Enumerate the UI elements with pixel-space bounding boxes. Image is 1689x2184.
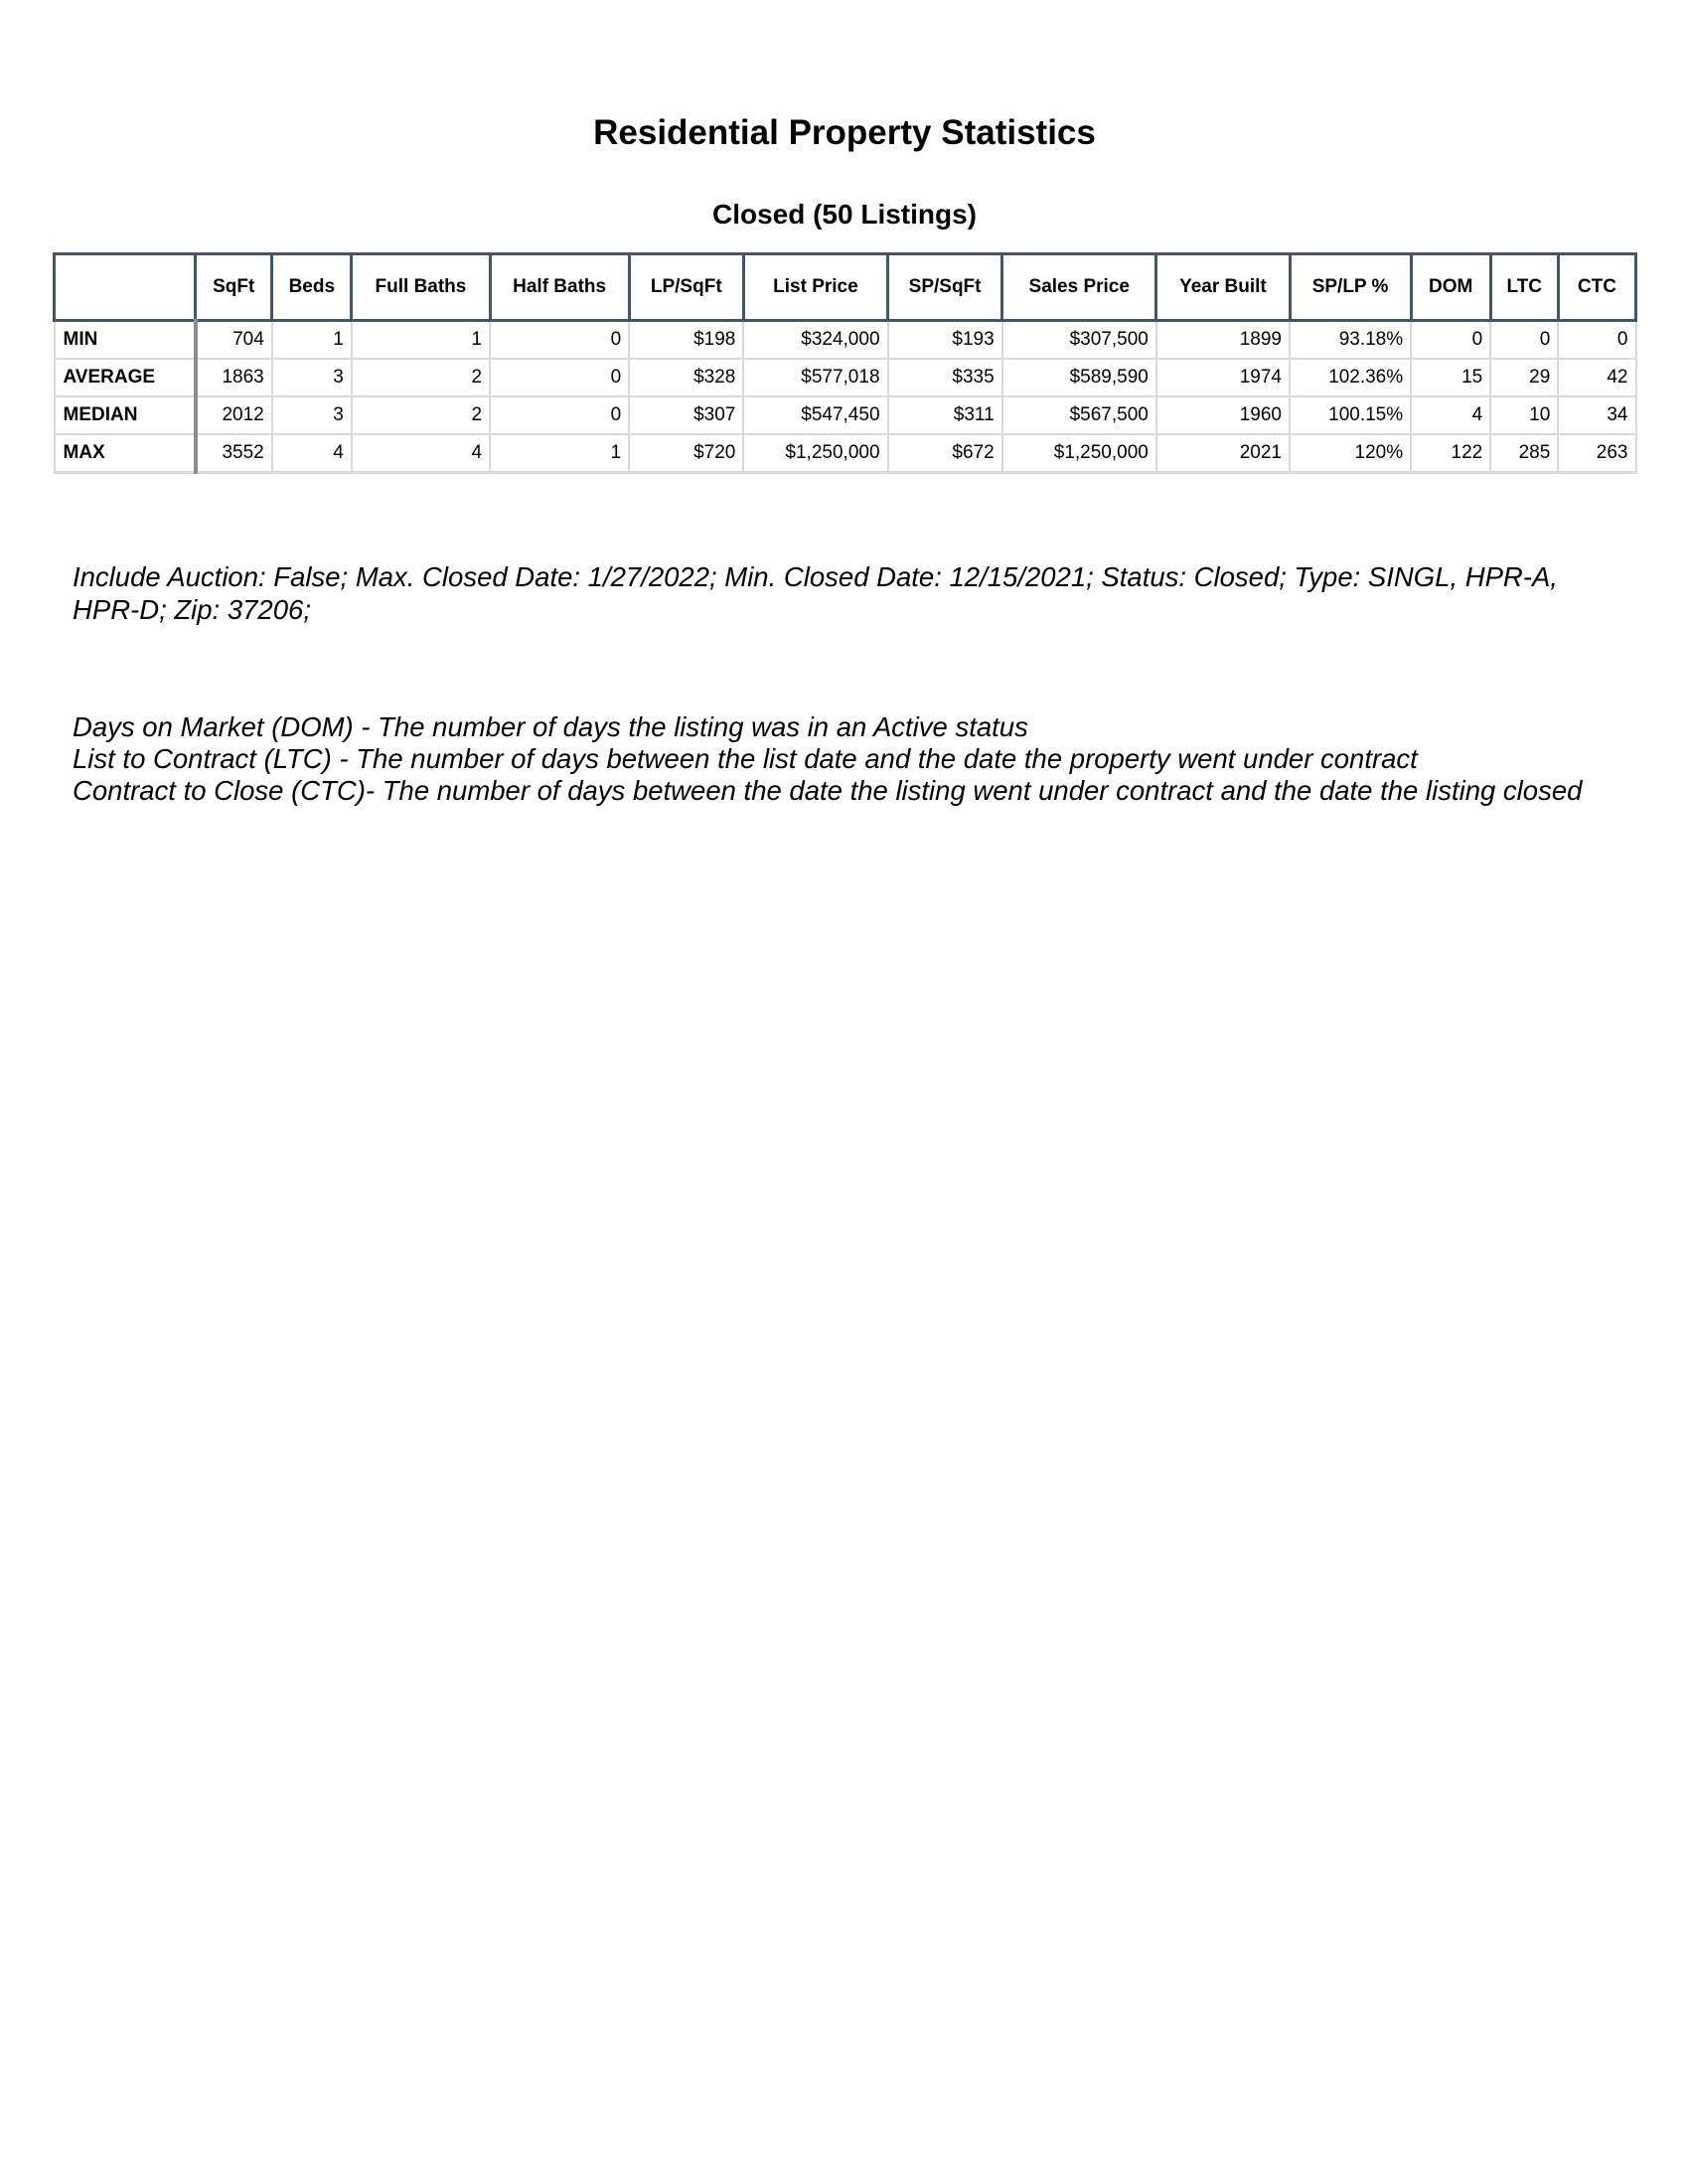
table-cell: $1,250,000 [743, 434, 887, 473]
column-header-full-baths: Full Baths [352, 254, 490, 321]
table-cell: 0 [490, 359, 629, 396]
table-row-median [55, 396, 1636, 434]
table-cell: 4 [1411, 396, 1490, 434]
table-cell: $335 [888, 359, 1002, 396]
table-cell: 263 [1558, 434, 1635, 473]
table-cell: 1974 [1156, 359, 1290, 396]
page-title: Residential Property Statistics [593, 113, 1096, 152]
table-cell: 0 [1411, 321, 1490, 360]
table-row-min [55, 321, 1636, 360]
table-cell: $672 [888, 434, 1002, 473]
table-cell: 10 [1490, 396, 1558, 434]
table-cell: 4 [352, 434, 490, 473]
row-label: MEDIAN [55, 396, 196, 434]
table-cell: 2 [352, 359, 490, 396]
column-header-ctc: CTC [1558, 254, 1635, 321]
table-cell: 0 [490, 396, 629, 434]
table-row-average [55, 359, 1636, 396]
table-cell: 2021 [1156, 434, 1290, 473]
table-cell: 1960 [1156, 396, 1290, 434]
table-cell: 1 [490, 434, 629, 473]
table-cell: $567,500 [1002, 396, 1156, 434]
table-cell: 285 [1490, 434, 1558, 473]
table-subtitle: Closed (50 Listings) [711, 199, 978, 230]
table-cell: 42 [1558, 359, 1635, 396]
table-cell: 704 [196, 321, 272, 360]
column-header-list-price: List Price [743, 254, 887, 321]
table-cell: 0 [1558, 321, 1635, 360]
table-cell: 102.36% [1290, 359, 1411, 396]
table-cell: 34 [1558, 396, 1635, 434]
column-header-sqft: SqFt [196, 254, 272, 321]
table-cell: 3552 [196, 434, 272, 473]
table-cell: 120% [1290, 434, 1411, 473]
table-cell: $307 [629, 396, 743, 434]
table-cell: 93.18% [1290, 321, 1411, 360]
table-cell: 15 [1411, 359, 1490, 396]
column-header-year-built: Year Built [1156, 254, 1290, 321]
table-cell: 4 [272, 434, 352, 473]
definition-ltc: List to Contract (LTC) - The number of days between the list date and the date the property went under contract [73, 743, 1418, 774]
table-cell: $720 [629, 434, 743, 473]
column-header-beds: Beds [272, 254, 352, 321]
search-criteria-text: Include Auction: False; Max. Closed Date: 1/27/2022; Min. Closed Date: 12/15/2021; Status: Closed; Type: SINGL, HPR-A, HPR-D; Zip: 37206; [73, 561, 1558, 625]
statistics-table [53, 252, 1637, 474]
table-cell: $324,000 [743, 321, 887, 360]
column-header-dom: DOM [1411, 254, 1490, 321]
column-header-label [55, 254, 196, 321]
table-cell: $311 [888, 396, 1002, 434]
table-row-max [55, 434, 1636, 473]
table-cell: 2 [352, 396, 490, 434]
row-label: MIN [55, 321, 196, 360]
row-label: MAX [55, 434, 196, 473]
table-cell: 29 [1490, 359, 1558, 396]
table-cell: 2012 [196, 396, 272, 434]
table-cell: 1863 [196, 359, 272, 396]
row-label: AVERAGE [55, 359, 196, 396]
table-cell: $198 [629, 321, 743, 360]
table-cell: 1 [272, 321, 352, 360]
column-header-ltc: LTC [1490, 254, 1558, 321]
definition-dom: Days on Market (DOM) - The number of days the listing was in an Active status [73, 711, 1028, 742]
table-cell: 122 [1411, 434, 1490, 473]
column-header-sales-price: Sales Price [1002, 254, 1156, 321]
table-cell: 1 [352, 321, 490, 360]
table-header-row [55, 254, 1636, 321]
column-header-half-baths: Half Baths [490, 254, 629, 321]
table-cell: $589,590 [1002, 359, 1156, 396]
table-cell: $577,018 [743, 359, 887, 396]
table-cell: 0 [490, 321, 629, 360]
column-header-lp-sqft: LP/SqFt [629, 254, 743, 321]
table-cell: $328 [629, 359, 743, 396]
table-cell: 1899 [1156, 321, 1290, 360]
table-cell: 0 [1490, 321, 1558, 360]
table-cell: $1,250,000 [1002, 434, 1156, 473]
definition-ctc: Contract to Close (CTC)- The number of days between the date the listing went under contract and the date the listing closed [73, 775, 1583, 806]
table-cell: $307,500 [1002, 321, 1156, 360]
column-header-sp-sqft: SP/SqFt [888, 254, 1002, 321]
table-cell: $193 [888, 321, 1002, 360]
table-cell: 3 [272, 359, 352, 396]
table-cell: $547,450 [743, 396, 887, 434]
table-cell: 100.15% [1290, 396, 1411, 434]
table-cell: 3 [272, 396, 352, 434]
column-header-sp-lp-pct: SP/LP % [1290, 254, 1411, 321]
definitions-block [73, 711, 1642, 807]
